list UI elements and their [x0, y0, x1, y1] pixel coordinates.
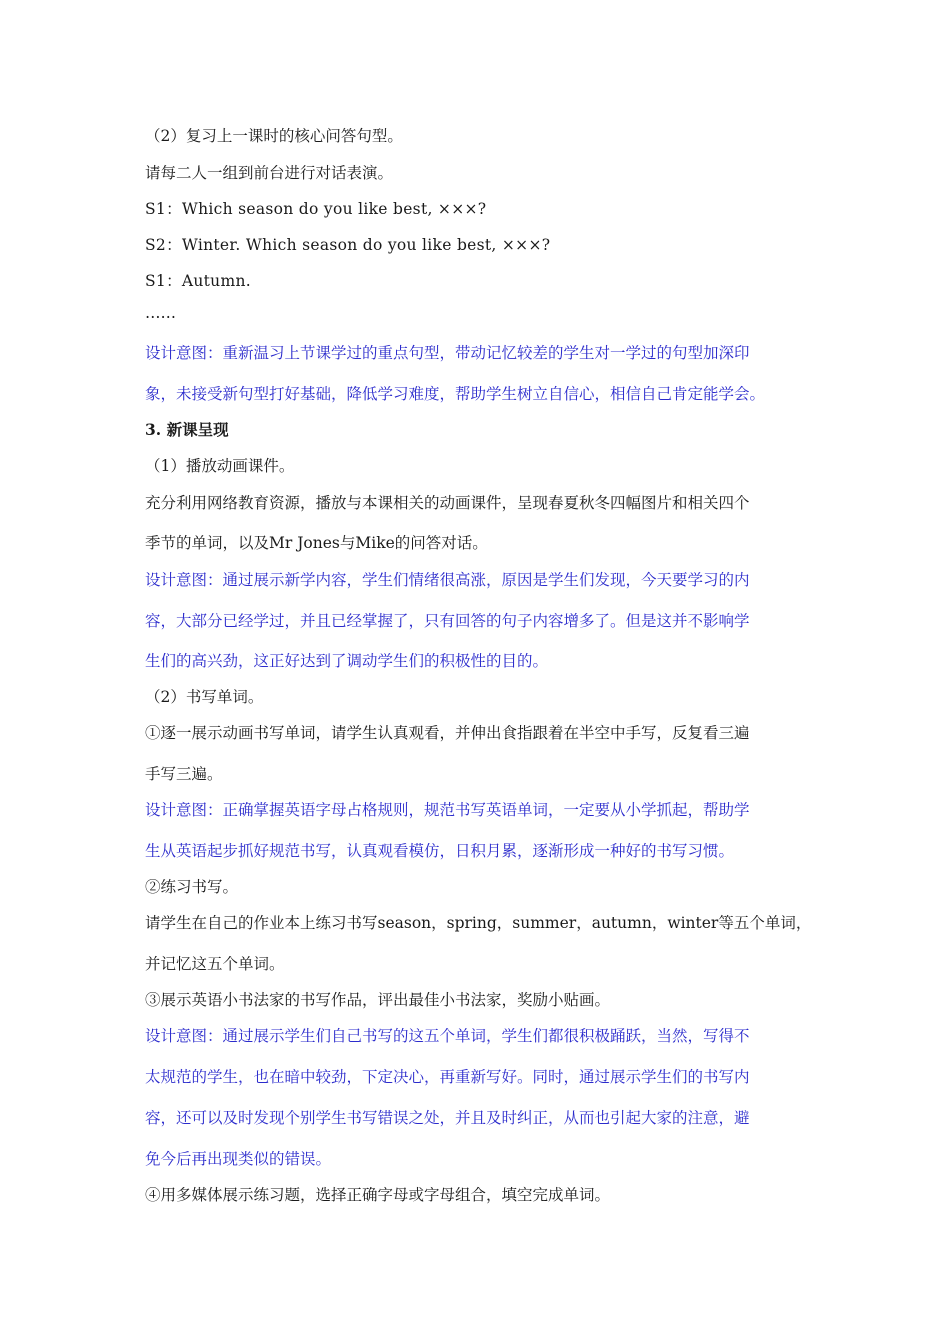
design-intent-line: 容，还可以及时发现个别学生书写错误之处，并且及时纠正，从而也引起大家的注意，避	[145, 1109, 750, 1127]
step-heading: ④用多媒体展示练习题，选择正确字母或字母组合，填空完成单词。	[145, 1186, 611, 1204]
review-heading: （2）复习上一课时的核心问答句型。	[145, 127, 403, 145]
design-intent-line: 免今后再出现类似的错误。	[145, 1150, 332, 1168]
subheading: （1）播放动画课件。	[145, 457, 295, 475]
paragraph-line: 手写三遍。	[145, 765, 223, 783]
design-intent-line: 设计意图：重新温习上节课学过的重点句型，带动记忆较差的学生对一学过的句型加深印	[145, 344, 750, 362]
dialogue-line: S1：Which season do you like best, ×××?	[145, 200, 487, 218]
paragraph-line: ①逐一展示动画书写单词，请学生认真观看，并伸出食指跟着在半空中手写，反复看三遍	[145, 724, 750, 742]
design-intent-line: 设计意图：正确掌握英语字母占格规则，规范书写英语单词，一定要从小学抓起，帮助学	[145, 801, 750, 819]
dialogue-line: S1：Autumn.	[145, 272, 251, 290]
paragraph-line: 并记忆这五个单词。	[145, 955, 285, 973]
section-heading: 3. 新课呈现	[145, 420, 229, 439]
paragraph-line: 请学生在自己的作业本上练习书写season，spring，summer，autumn，winter等五个单词，	[145, 914, 812, 932]
design-intent-line: 设计意图：通过展示新学内容，学生们情绪很高涨，原因是学生们发现，今天要学习的内	[145, 571, 750, 589]
subheading: （2）书写单词。	[145, 688, 264, 706]
design-intent-line: 容，大部分已经学过，并且已经掌握了，只有回答的句子内容增多了。但是这并不影响学	[145, 612, 750, 630]
paragraph-line: 季节的单词，以及Mr Jones与Mike的问答对话。	[145, 534, 488, 552]
design-intent-line: 太规范的学生，也在暗中较劲，下定决心，再重新写好。同时，通过展示学生们的书写内	[145, 1068, 750, 1086]
ellipsis-line: ……	[145, 304, 176, 322]
design-intent-line: 设计意图：通过展示学生们自己书写的这五个单词，学生们都很积极踊跃，当然，写得不	[145, 1027, 750, 1045]
step-heading: ②练习书写。	[145, 878, 239, 896]
design-intent-line: 生从英语起步抓好规范书写，认真观看模仿，日积月累，逐渐形成一种好的书写习惯。	[145, 842, 735, 860]
dialogue-line: S2：Winter. Which season do you like best, ×××?	[145, 236, 551, 254]
design-intent-line: 生们的高兴劲，这正好达到了调动学生们的积极性的目的。	[145, 652, 549, 670]
paragraph-line: 充分利用网络教育资源，播放与本课相关的动画课件，呈现春夏秋冬四幅图片和相关四个	[145, 494, 750, 512]
design-intent-line: 象，未接受新句型打好基础，降低学习难度，帮助学生树立自信心，相信自己肯定能学会。	[145, 385, 766, 403]
paragraph-line: 请每二人一组到前台进行对话表演。	[145, 164, 394, 182]
step-heading: ③展示英语小书法家的书写作品，评出最佳小书法家，奖励小贴画。	[145, 991, 611, 1009]
